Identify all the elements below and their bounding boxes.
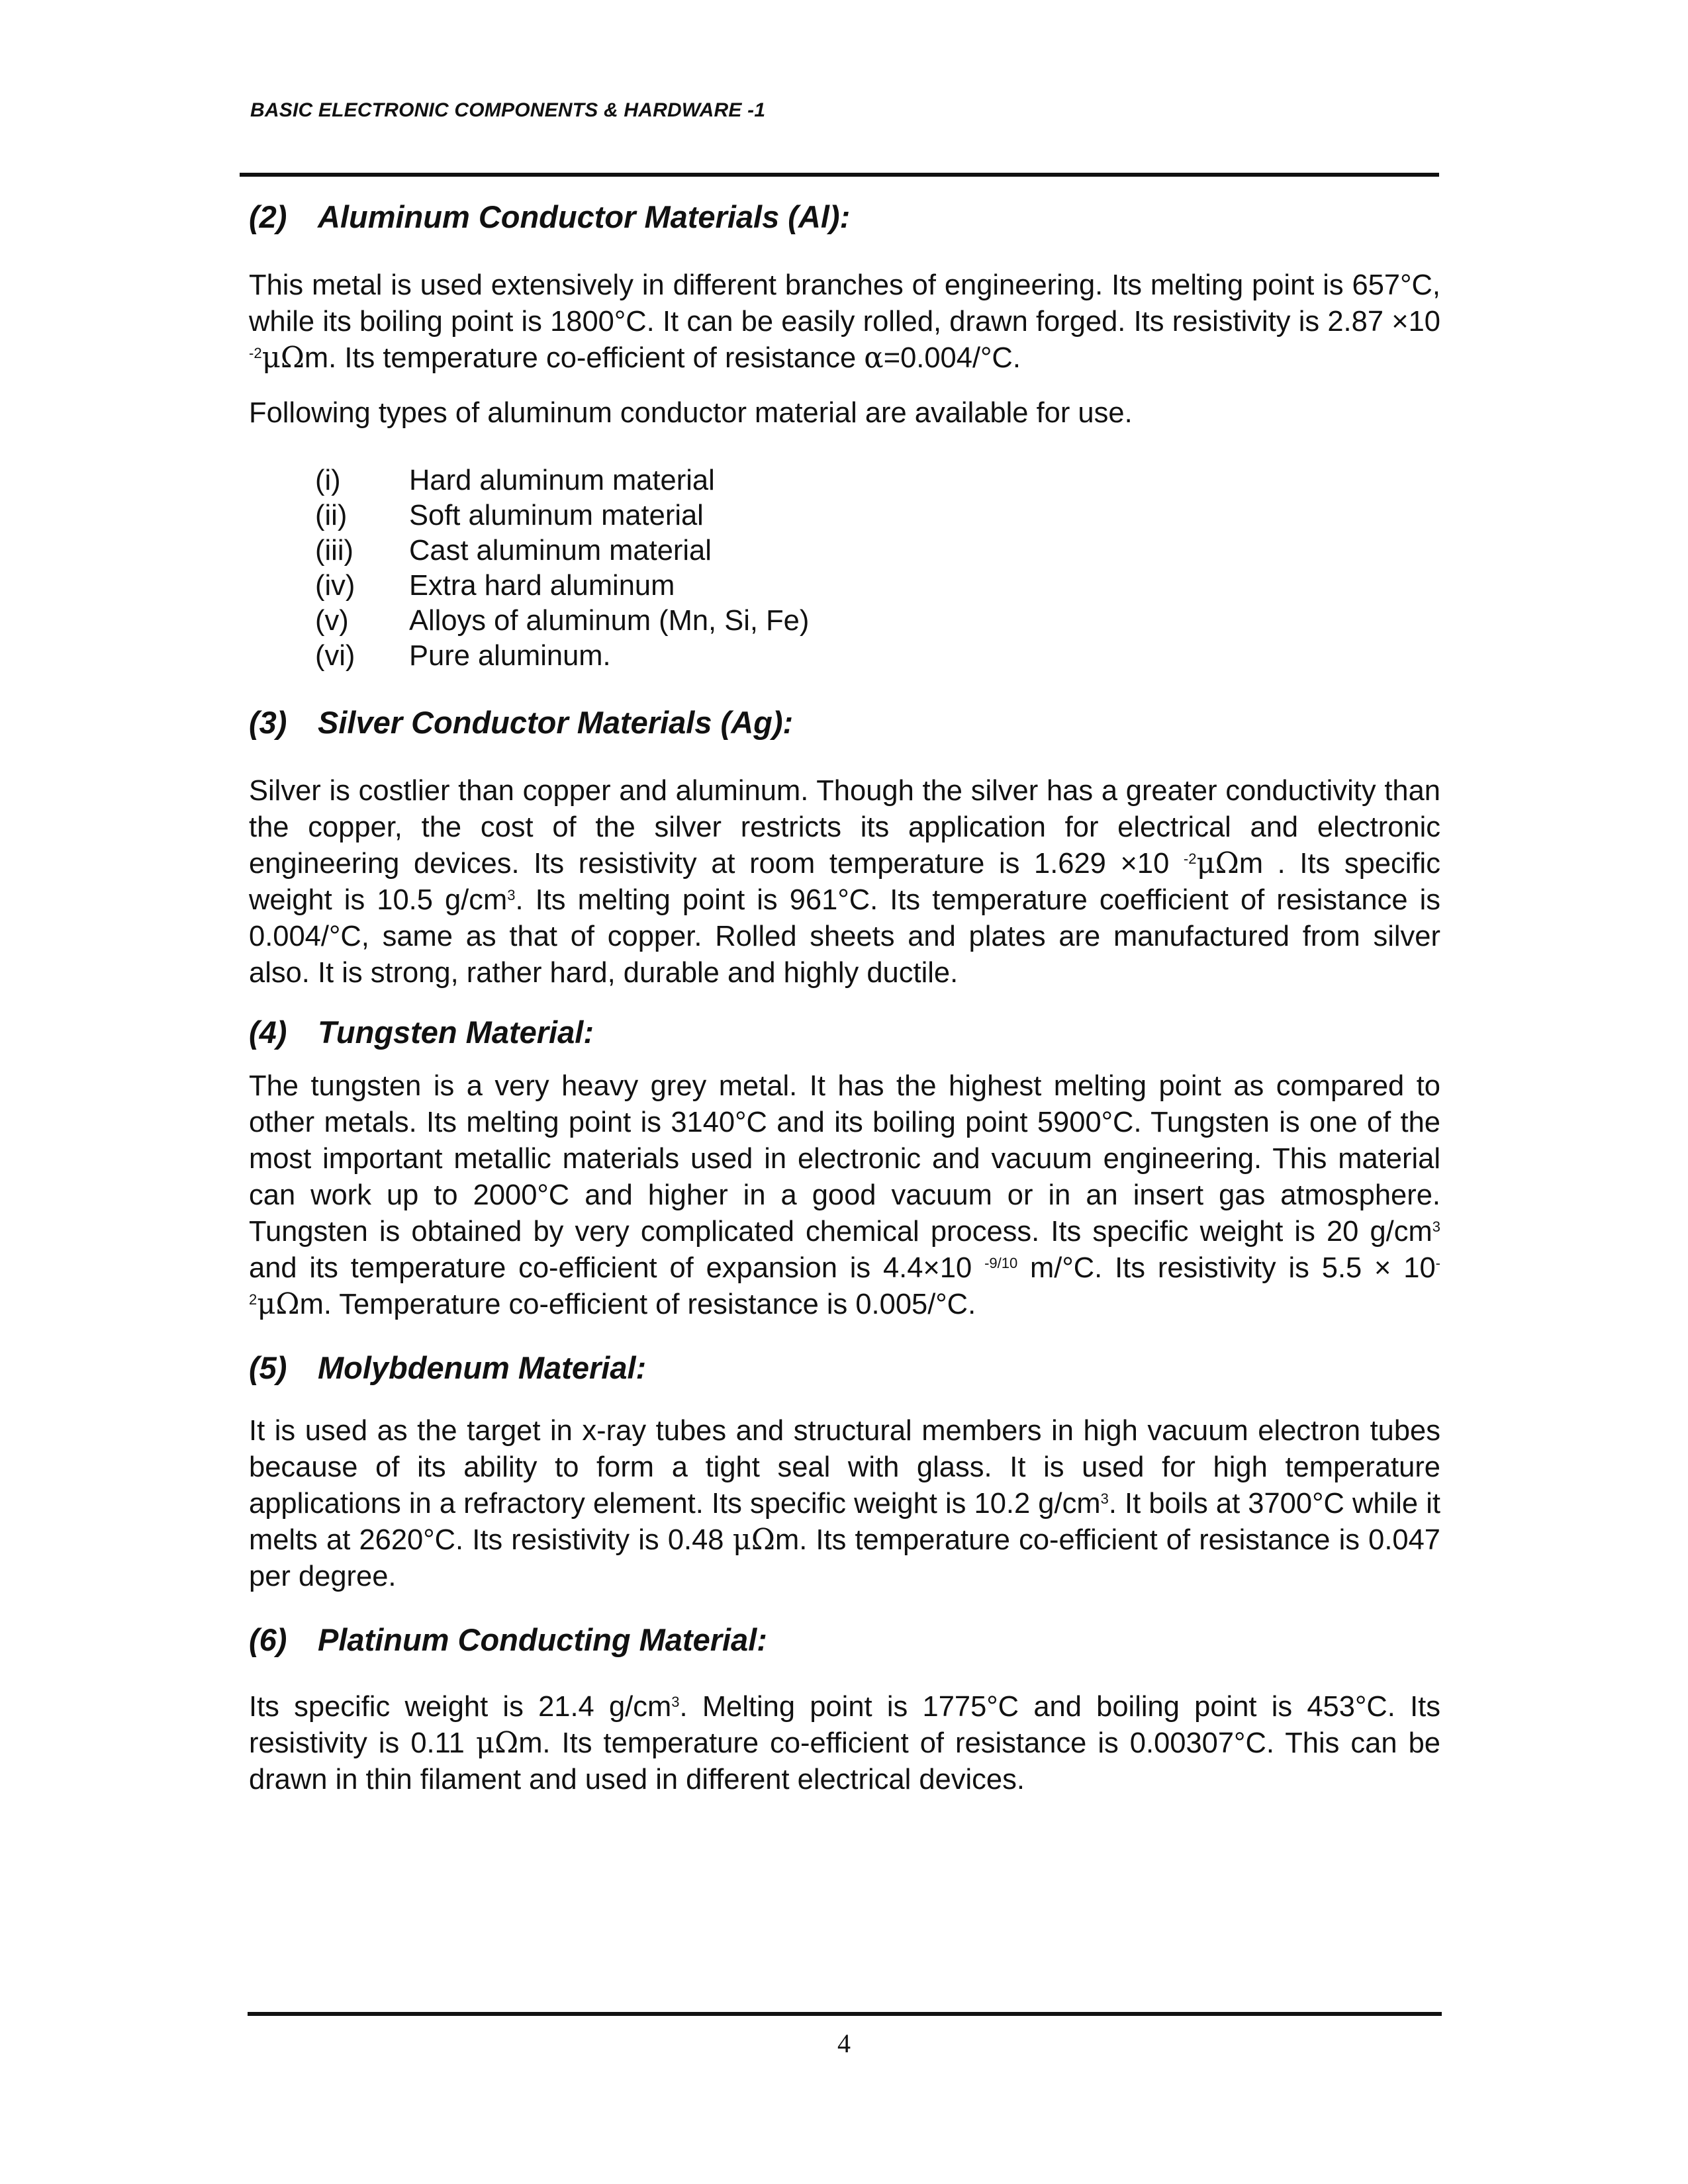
list-item-number: (vi) [315,640,355,672]
section-title: Platinum Conducting Material: [318,1622,767,1657]
paragraph-molybdenum: It is used as the target in x-ray tubes and structural members in high vacuum electron tubes because of its ability to form a tight seal with glass. It is used for high temperature applications in a refractory element. Its specific weight is 10.2 $g/cm^3$. It boils at 3700°C while it melts at 2620°C. Its resistivity is 0.48 μΩm. Its temperature co-efficient of resistance is 0.047 per degree. [249,1415,1440,1592]
paragraph-platinum: Its specific weight is 21.4 $g/cm^3$. Melting point is 1775°C and boiling point is 453°C. Its resistivity is 0.11 μΩm. Its temperature co-efficient of resistance is 0.00307°C. This can be drawn in thin filament and used in different electrical devices. [249,1691,1440,1796]
header-rule [240,173,1439,177]
list-item-text: Hard aluminum material [409,465,715,496]
list-item-number: (ii) [315,500,348,531]
section-title: Tungsten Material: [318,1015,594,1050]
list-item-text: Alloys of aluminum (Mn, Si, Fe) [409,605,810,637]
paragraph-tungsten: The tungsten is a very heavy grey metal. It has the highest melting point as compared to other metals. Its melting point is 3140°C and its boiling point 5900°C. Tungsten is one of the most important metallic materials used in electronic and vacuum engineering. This material can work up to 2000°C and higher in a good vacuum or in an insert gas atmosphere. Tungsten is obtained by very complicated chemical process. Its specific weight is 20 $g/cm^3$ and its temperature co-efficient of expansion is 4.4×10 $^{-9/10}$ m/°C. Its resistivity is $5.5 \times 10^{-2}\mu\Omega m$. Temperature co-efficient of resistance is 0.005/°C. [249,1070,1440,1321]
list-item-number: (iv) [315,570,355,602]
list-item-number: (i) [315,465,341,496]
paragraph-aluminum-1: This metal is used extensively in different branches of engineering. Its melting point is 657°C, while its boiling point is 1800°C. It can be easily rolled, drawn forged. Its resistivity is 2.87 ×10 $^{-2}$μΩm. Its temperature co-efficient of resistance α=0.004/°C. [249,269,1440,375]
list-item [315,463,1440,498]
section-heading-aluminum [249,196,1440,238]
section-number: (4) [249,1015,287,1050]
list-item [315,604,1440,639]
section-title: Molybdenum Material: [318,1350,647,1385]
aluminum-types-list [249,463,1440,674]
section-title: Aluminum Conductor Materials (Al): [318,199,851,234]
paragraph-silver: Silver is costlier than copper and aluminum. Though the silver has a greater conductivity than the copper, the cost of the silver restricts its application for electrical and electronic engineering devices. Its resistivity at room temperature is 1.629 ×10 $^{-2}$μΩm . Its specific weight is 10.5 $g/cm^3$. Its melting point is 961°C. Its temperature coefficient of resistance is 0.004/°C, same as that of copper. Rolled sheets and plates are manufactured from silver also. It is strong, rather hard, durable and highly ductile. [249,775,1441,989]
list-item [315,498,1440,533]
list-item [315,569,1440,604]
list-item-text: Pure aluminum. [409,640,611,672]
section-heading-tungsten [249,1011,1440,1054]
list-item [315,533,1440,569]
section-number: (2) [249,199,287,234]
section-heading-silver [249,702,1440,744]
section-number: (6) [249,1622,287,1657]
list-item-text: Soft aluminum material [409,500,704,531]
section-heading-molybdenum [249,1347,1440,1389]
running-header: BASIC ELECTRONIC COMPONENTS & HARDWARE -1 [250,99,766,121]
paragraph-aluminum-2: Following types of aluminum conductor material are available for use. [249,397,1133,429]
section-heading-platinum [249,1619,1440,1661]
list-item-text: Extra hard aluminum [409,570,675,602]
page-body [249,196,1440,1798]
section-title: Silver Conductor Materials (Ag): [318,705,794,740]
section-number: (3) [249,705,287,740]
page-number: 4 [837,2028,851,2058]
list-item-number: (iii) [315,535,353,567]
list-item-number: (v) [315,605,349,637]
list-item-text: Cast aluminum material [409,535,712,567]
section-number: (5) [249,1350,287,1385]
footer-rule [248,2012,1442,2016]
list-item [315,639,1440,674]
